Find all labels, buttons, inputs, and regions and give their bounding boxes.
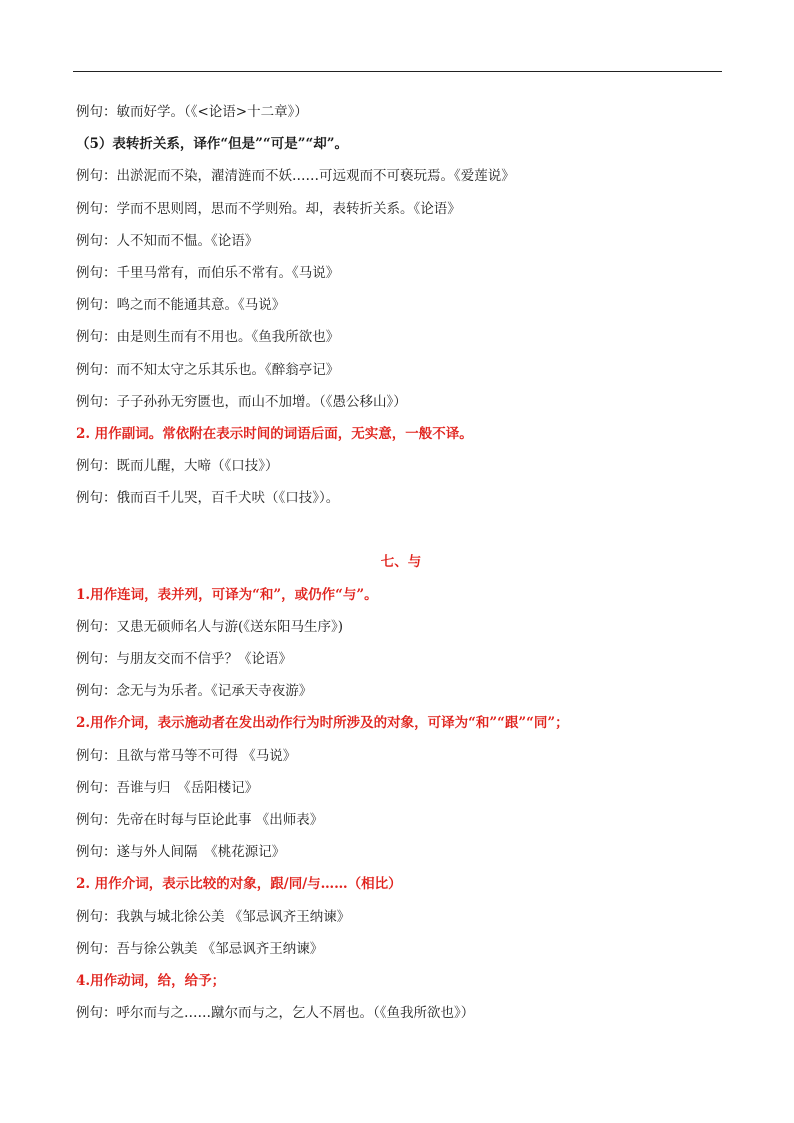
example-line: 例句：子子孙孙无穷匮也，而山不加增。（《愚公移山》）: [76, 393, 407, 410]
example-line: 例句：又患无硕师名人与游(《送东阳马生序》): [76, 618, 344, 635]
rule-heading: 2.用作介词，表示施动者在发出动作行为时所涉及的对象，可译为“和”“跟”“同”；: [76, 715, 569, 732]
example-line: 例句：出淤泥而不染，濯清涟而不妖……可远观而不可亵玩焉。《爱莲说》: [76, 168, 515, 185]
example-line: 例句：既而儿醒，大啼（《口技》）: [76, 458, 279, 475]
rule-heading: 2. 用作副词。常依附在表示时间的词语后面，无实意，一般不译。: [76, 425, 473, 442]
example-line: 例句：学而不思则罔，思而不学则殆。却，表转折关系。《论语》: [76, 200, 461, 217]
example-line: 例句：且欲与常马等不可得 《马说》: [76, 747, 297, 764]
example-line: 例句：遂与外人间隔 《桃花源记》: [76, 844, 286, 861]
example-line: 例句：与朋友交而不信乎？《论语》: [76, 651, 292, 667]
rule-heading: 1.用作连词，表并列，可译为“和”，或仍作“与”。: [76, 586, 378, 603]
rule-heading: 2. 用作介词，表示比较的对象，跟/同/与……（相比）: [76, 876, 402, 893]
example-line: 例句：而不知太守之乐其乐也。《醉翁亭记》: [76, 361, 340, 378]
rule-heading: （5）表转折关系，译作“但是”“可是”“却”。: [76, 136, 348, 153]
example-line: 例句：人不知而不愠。《论语》: [76, 232, 259, 249]
section-title: 七、与: [380, 554, 422, 571]
example-line: 例句：我孰与城北徐公美 《邹忌讽齐王纳谏》: [76, 908, 351, 925]
example-line: 例句：念无与为乐者。《记承天寺夜游》: [76, 683, 313, 700]
example-line: 例句：千里马常有，而伯乐不常有。《马说》: [76, 264, 340, 281]
header-rule: [73, 71, 722, 72]
example-line: 例句：呼尔而与之……蹴尔而与之，乞人不屑也。（《鱼我所欲也》）: [76, 1005, 475, 1022]
example-line: 例句：敏而好学。（《<论语>十二章》）: [76, 104, 308, 120]
rule-heading: 4.用作动词，给，给予；: [76, 972, 226, 989]
document-body: [76, 96, 726, 1029]
example-line: 例句：由是则生而有不用也。《鱼我所欲也》: [76, 329, 340, 346]
example-line: 例句：吾与徐公孰美 《邹忌讽齐王纳谏》: [76, 940, 324, 957]
example-line: 例句：先帝在时每与臣论此事 《出师表》: [76, 811, 324, 828]
section-gap: [76, 514, 726, 546]
example-line: 例句：俄而百千儿哭，百千犬吠（《口技》）。: [76, 490, 340, 507]
example-line: 例句：鸣之而不能通其意。《马说》: [76, 297, 286, 314]
example-line: 例句：吾谁与归 《岳阳楼记》: [76, 779, 259, 796]
